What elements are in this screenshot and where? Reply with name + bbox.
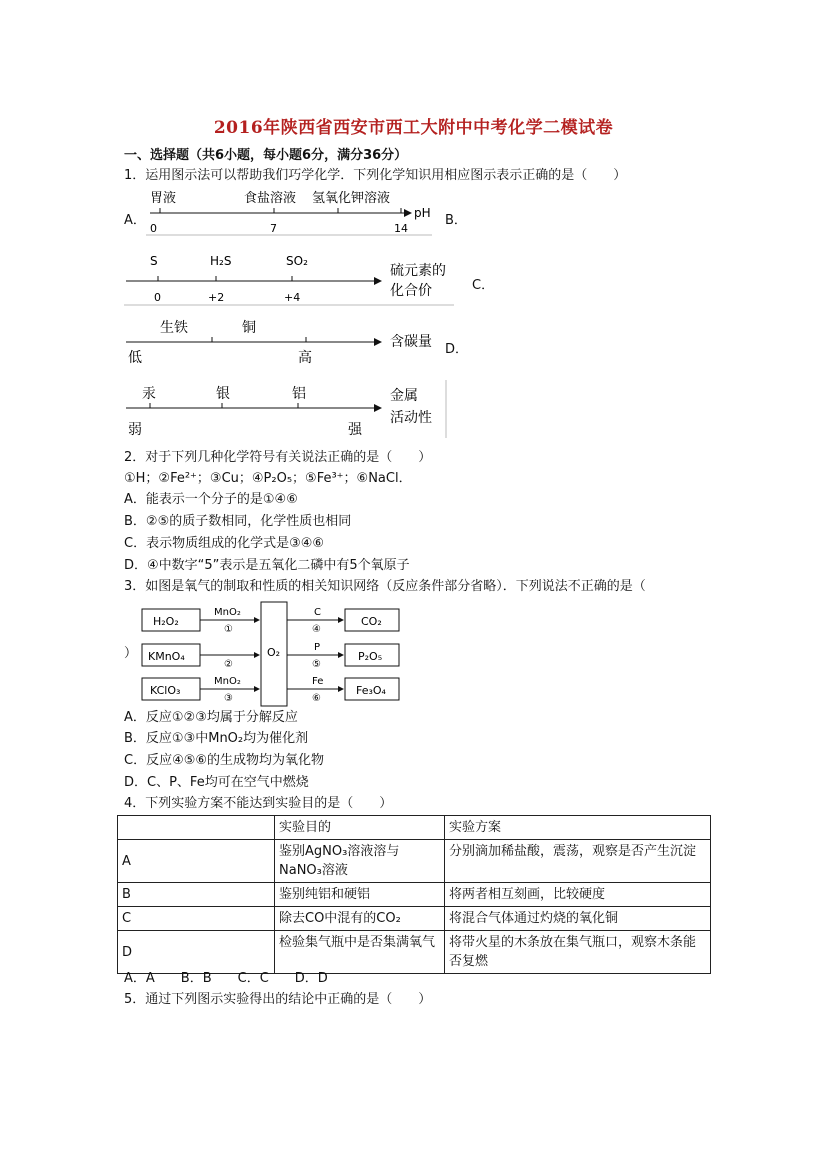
question-3-stem-end: ） xyxy=(124,646,138,661)
table-header-cell: 实验目的 xyxy=(275,816,445,840)
product-fe3o4: Fe₃O₄ xyxy=(356,684,386,697)
table-cell: 鉴别纯铝和硬铝 xyxy=(275,883,445,907)
q2-option-c: C．表示物质组成的化学式是③④⑥ xyxy=(124,536,325,551)
section-heading: 一、选择题（共6小题，每小题6分，满分36分） xyxy=(124,148,408,163)
q3-option-a: A．反应①②③均属于分解反应 xyxy=(124,710,298,725)
valence-tick-4: +4 xyxy=(284,291,301,304)
ph-label-salt: 食盐溶液 xyxy=(244,191,297,206)
table-cell: A xyxy=(118,840,275,883)
metal-side-2: 活动性 xyxy=(390,410,432,426)
metal-label-hg: 汞 xyxy=(142,386,156,402)
carbon-content-diagram xyxy=(124,314,454,368)
page-title: 2016年陕西省西安市西工大附中中考化学二模试卷 xyxy=(213,118,614,138)
table-row xyxy=(118,907,711,931)
table-cell: D xyxy=(118,931,275,974)
question-3-stem: 3．如图是氧气的制取和性质的相关知识网络（反应条件部分省略）．下列说法不正确的是（ xyxy=(124,579,646,594)
oxygen-network-diagram xyxy=(138,600,408,708)
table-cell: 分别滴加稀盐酸，震荡，观察是否产生沉淀 xyxy=(445,840,711,883)
reaction-num-2: ② xyxy=(224,659,233,670)
reagent-p: P xyxy=(314,642,321,653)
carbon-low: 低 xyxy=(128,350,142,366)
table-row xyxy=(118,840,711,883)
valence-label-h2s: H₂S xyxy=(210,254,232,268)
ph-scale-diagram xyxy=(146,186,446,238)
valence-side-2: 化合价 xyxy=(390,283,432,299)
product-co2: CO₂ xyxy=(361,615,382,628)
q1-option-b-label: B． xyxy=(445,213,467,228)
experiment-table xyxy=(117,815,711,974)
table-cell: 除去CO中混有的CO₂ xyxy=(275,907,445,931)
product-p2o5: P₂O₅ xyxy=(358,650,383,663)
q3-option-c: C．反应④⑤⑥的生成物均为氧化物 xyxy=(124,753,325,768)
ph-unit: pH xyxy=(414,206,431,220)
valence-tick-0: 0 xyxy=(154,291,161,304)
question-2-stem: 2．对于下列几种化学符号有关说法正确的是（ ） xyxy=(124,450,432,465)
q2-option-d: D．④中数字“5”表示是五氧化二磷中有5个氧原子 xyxy=(124,558,410,573)
reactant-h2o2: H₂O₂ xyxy=(153,615,179,628)
reagent-fe: Fe xyxy=(312,676,324,687)
reactant-kclo3: KClO₃ xyxy=(150,684,181,697)
table-cell: C xyxy=(118,907,275,931)
table-row xyxy=(118,931,711,974)
table-cell: B xyxy=(118,883,275,907)
q1-option-a-label: A． xyxy=(124,213,146,228)
reaction-num-5: ⑤ xyxy=(312,659,321,670)
metal-label-ag: 银 xyxy=(216,386,230,402)
reaction-num-1: ① xyxy=(224,624,233,635)
table-row xyxy=(118,883,711,907)
table-cell: 检验集气瓶中是否集满氧气 xyxy=(275,931,445,974)
metal-label-al: 铝 xyxy=(292,386,306,402)
question-4-stem: 4．下列实验方案不能达到实验目的是（ ） xyxy=(124,796,393,811)
question-5-stem: 5．通过下列图示实验得出的结论中正确的是（ ） xyxy=(124,992,432,1007)
q2-option-a: A．能表示一个分子的是①④⑥ xyxy=(124,492,298,507)
center-o2: O₂ xyxy=(267,646,281,659)
valence-side-1: 硫元素的 xyxy=(390,263,446,279)
q3-option-d: D．C、P、Fe均可在空气中燃烧 xyxy=(124,775,309,790)
table-header-cell xyxy=(118,816,275,840)
ph-label-gastric: 胃液 xyxy=(150,191,177,206)
q3-option-b: B．反应①③中MnO₂均为催化剂 xyxy=(124,731,309,746)
q2-symbols: ①H；②Fe²⁺；③Cu；④P₂O₅；⑤Fe³⁺；⑥NaCl． xyxy=(124,471,412,486)
sulfur-valence-diagram xyxy=(124,245,454,307)
ph-tick-14: 14 xyxy=(394,222,408,235)
metal-activity-diagram xyxy=(124,380,454,440)
reaction-num-6: ⑥ xyxy=(312,693,321,704)
ph-tick-0: 0 xyxy=(150,222,157,235)
q1-option-c-label: C． xyxy=(472,278,495,293)
valence-label-s: S xyxy=(150,254,158,268)
table-header-row xyxy=(118,816,711,840)
reaction-num-3: ③ xyxy=(224,693,233,704)
reactant-kmno4: KMnO₄ xyxy=(148,650,185,663)
ph-tick-7: 7 xyxy=(270,222,277,235)
table-header-cell: 实验方案 xyxy=(445,816,711,840)
table-cell: 将混合气体通过灼烧的氧化铜 xyxy=(445,907,711,931)
carbon-label-pigiron: 生铁 xyxy=(160,320,188,336)
valence-tick-2: +2 xyxy=(208,291,225,304)
carbon-high: 高 xyxy=(298,350,312,366)
carbon-label-copper: 铜 xyxy=(242,320,256,336)
catalyst-3: MnO₂ xyxy=(214,676,241,687)
metal-strong: 强 xyxy=(348,422,362,438)
question-1-stem: 1．运用图示法可以帮助我们巧学化学．下列化学知识用相应图示表示正确的是（ ） xyxy=(124,168,627,183)
ph-label-koh: 氢氧化钾溶液 xyxy=(312,191,391,206)
catalyst-1: MnO₂ xyxy=(214,607,241,618)
valence-label-so2: SO₂ xyxy=(286,254,308,268)
metal-weak: 弱 xyxy=(128,422,142,438)
q2-option-b: B．②⑤的质子数相同，化学性质也相同 xyxy=(124,514,352,529)
table-cell: 将两者相互刻画，比较硬度 xyxy=(445,883,711,907)
q1-option-d-label: D． xyxy=(445,342,469,357)
q4-answer-options: A．A B．B C．C D．D xyxy=(124,971,328,986)
reaction-num-4: ④ xyxy=(312,624,321,635)
metal-side-1: 金属 xyxy=(390,388,418,404)
reagent-c: C xyxy=(314,607,321,618)
table-cell: 鉴别AgNO₃溶液溶与NaNO₃溶液 xyxy=(275,840,445,883)
table-cell: 将带火星的木条放在集气瓶口，观察木条能否复燃 xyxy=(445,931,711,974)
carbon-side: 含碳量 xyxy=(390,334,432,350)
